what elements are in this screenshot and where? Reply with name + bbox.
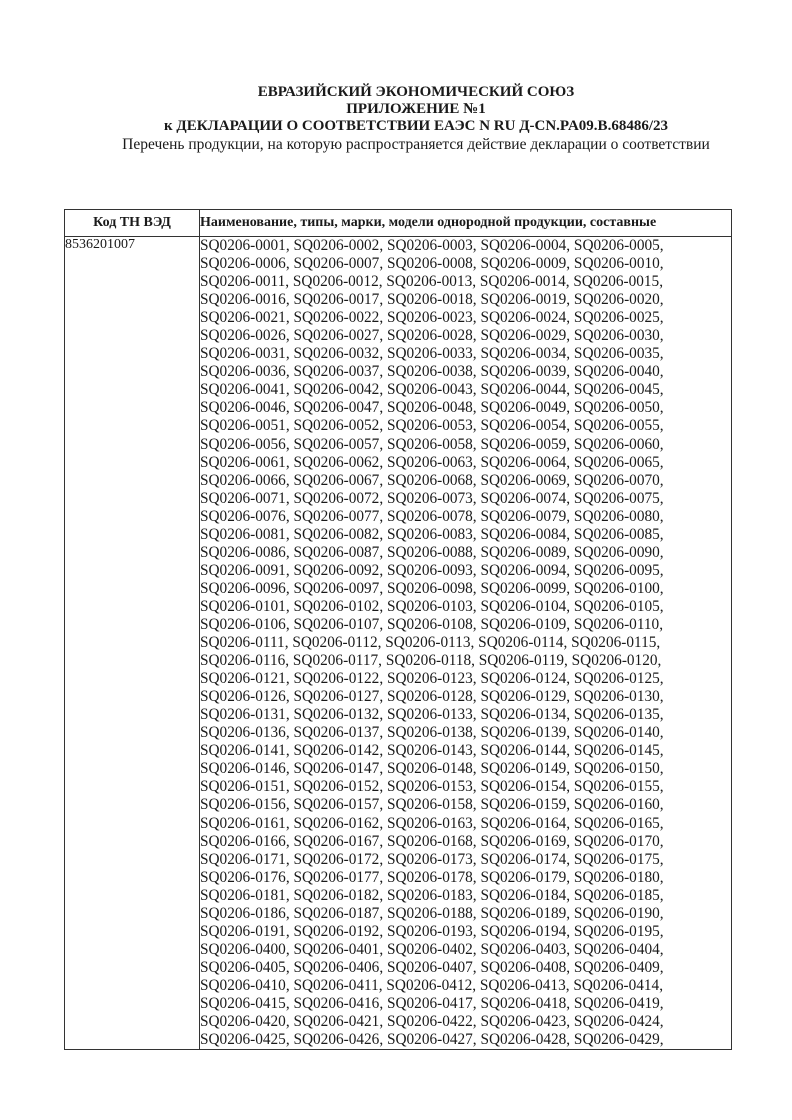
- model-list-line: SQ0206-0151, SQ0206-0152, SQ0206-0153, SQ0206-0154, SQ0206-0155,: [200, 778, 664, 796]
- model-list-line: SQ0206-0096, SQ0206-0097, SQ0206-0098, SQ0206-0099, SQ0206-0100,: [200, 579, 664, 597]
- models-cell: [200, 237, 732, 1050]
- model-list-line: SQ0206-0021, SQ0206-0022, SQ0206-0023, SQ0206-0024, SQ0206-0025,: [200, 309, 664, 327]
- model-list-line: SQ0206-0026, SQ0206-0027, SQ0206-0028, SQ0206-0029, SQ0206-0030,: [200, 327, 664, 345]
- model-list-line: SQ0206-0051, SQ0206-0052, SQ0206-0053, SQ0206-0054, SQ0206-0055,: [200, 417, 664, 435]
- product-table: [64, 209, 732, 1050]
- model-list-line: SQ0206-0066, SQ0206-0067, SQ0206-0068, SQ0206-0069, SQ0206-0070,: [200, 471, 664, 489]
- document-header: [0, 84, 792, 154]
- model-list-line: SQ0206-0176, SQ0206-0177, SQ0206-0178, SQ0206-0179, SQ0206-0180,: [200, 868, 664, 886]
- model-list-line: SQ0206-0166, SQ0206-0167, SQ0206-0168, SQ0206-0169, SQ0206-0170,: [200, 832, 664, 850]
- model-list-line: SQ0206-0046, SQ0206-0047, SQ0206-0048, SQ0206-0049, SQ0206-0050,: [200, 399, 664, 417]
- model-list-line: SQ0206-0001, SQ0206-0002, SQ0206-0003, SQ0206-0004, SQ0206-0005,: [200, 237, 664, 254]
- model-list-line: SQ0206-0041, SQ0206-0042, SQ0206-0043, SQ0206-0044, SQ0206-0045,: [200, 381, 664, 399]
- model-list-line: SQ0206-0415, SQ0206-0416, SQ0206-0417, SQ0206-0418, SQ0206-0419,: [200, 994, 664, 1012]
- col-header-code: Код ТН ВЭД: [65, 210, 200, 237]
- model-list-line: SQ0206-0101, SQ0206-0102, SQ0206-0103, SQ0206-0104, SQ0206-0105,: [200, 597, 664, 615]
- model-list-line: SQ0206-0111, SQ0206-0112, SQ0206-0113, SQ0206-0114, SQ0206-0115,: [200, 634, 661, 652]
- model-list-line: SQ0206-0420, SQ0206-0421, SQ0206-0422, SQ0206-0423, SQ0206-0424,: [200, 1013, 664, 1031]
- model-list-line: SQ0206-0181, SQ0206-0182, SQ0206-0183, SQ0206-0184, SQ0206-0185,: [200, 886, 664, 904]
- model-list-line: SQ0206-0191, SQ0206-0192, SQ0206-0193, SQ0206-0194, SQ0206-0195,: [200, 922, 664, 940]
- model-list-line: SQ0206-0106, SQ0206-0107, SQ0206-0108, SQ0206-0109, SQ0206-0110,: [200, 615, 664, 633]
- model-list-line: SQ0206-0061, SQ0206-0062, SQ0206-0063, SQ0206-0064, SQ0206-0065,: [200, 453, 664, 471]
- model-list-line: SQ0206-0071, SQ0206-0072, SQ0206-0073, SQ0206-0074, SQ0206-0075,: [200, 489, 664, 507]
- model-list-line: SQ0206-0116, SQ0206-0117, SQ0206-0118, SQ0206-0119, SQ0206-0120,: [200, 652, 662, 670]
- model-list-line: SQ0206-0121, SQ0206-0122, SQ0206-0123, SQ0206-0124, SQ0206-0125,: [200, 670, 664, 688]
- model-list-line: SQ0206-0016, SQ0206-0017, SQ0206-0018, SQ0206-0019, SQ0206-0020,: [200, 291, 664, 309]
- model-list-line: SQ0206-0031, SQ0206-0032, SQ0206-0033, SQ0206-0034, SQ0206-0035,: [200, 345, 664, 363]
- model-list-line: SQ0206-0011, SQ0206-0012, SQ0206-0013, SQ0206-0014, SQ0206-0015,: [200, 273, 664, 291]
- model-list-line: SQ0206-0006, SQ0206-0007, SQ0206-0008, SQ0206-0009, SQ0206-0010,: [200, 255, 664, 273]
- model-list-line: SQ0206-0126, SQ0206-0127, SQ0206-0128, SQ0206-0129, SQ0206-0130,: [200, 688, 664, 706]
- table-header-row: [65, 210, 732, 237]
- model-list-line: SQ0206-0081, SQ0206-0082, SQ0206-0083, SQ0206-0084, SQ0206-0085,: [200, 525, 664, 543]
- table-row: [65, 237, 732, 1050]
- declaration-title: к ДЕКЛАРАЦИИ О СООТВЕТСТВИИ ЕАЭС N RU Д-CN.PA09.B.68486/23: [164, 118, 668, 134]
- model-list-line: SQ0206-0091, SQ0206-0092, SQ0206-0093, SQ0206-0094, SQ0206-0095,: [200, 561, 664, 579]
- model-list-line: SQ0206-0156, SQ0206-0157, SQ0206-0158, SQ0206-0159, SQ0206-0160,: [200, 796, 664, 814]
- union-title: ЕВРАЗИЙСКИЙ ЭКОНОМИЧЕСКИЙ СОЮЗ: [257, 84, 575, 100]
- model-list-line: SQ0206-0136, SQ0206-0137, SQ0206-0138, SQ0206-0139, SQ0206-0140,: [200, 724, 664, 742]
- model-list-line: SQ0206-0076, SQ0206-0077, SQ0206-0078, SQ0206-0079, SQ0206-0080,: [200, 507, 664, 525]
- model-list-line: SQ0206-0086, SQ0206-0087, SQ0206-0088, SQ0206-0089, SQ0206-0090,: [200, 543, 664, 561]
- model-list-line: SQ0206-0425, SQ0206-0426, SQ0206-0427, SQ0206-0428, SQ0206-0429,: [200, 1031, 664, 1049]
- model-list-line: SQ0206-0141, SQ0206-0142, SQ0206-0143, SQ0206-0144, SQ0206-0145,: [200, 742, 664, 760]
- model-list-line: SQ0206-0410, SQ0206-0411, SQ0206-0412, SQ0206-0413, SQ0206-0414,: [200, 976, 664, 994]
- model-list-line: SQ0206-0056, SQ0206-0057, SQ0206-0058, SQ0206-0059, SQ0206-0060,: [200, 435, 664, 453]
- appendix-title: ПРИЛОЖЕНИЕ №1: [346, 101, 486, 117]
- model-list-line: SQ0206-0146, SQ0206-0147, SQ0206-0148, SQ0206-0149, SQ0206-0150,: [200, 760, 664, 778]
- model-list-line: SQ0206-0161, SQ0206-0162, SQ0206-0163, SQ0206-0164, SQ0206-0165,: [200, 814, 664, 832]
- model-list-line: SQ0206-0400, SQ0206-0401, SQ0206-0402, SQ0206-0403, SQ0206-0404,: [200, 940, 664, 958]
- model-list-line: SQ0206-0405, SQ0206-0406, SQ0206-0407, SQ0206-0408, SQ0206-0409,: [200, 958, 664, 976]
- model-list-line: SQ0206-0186, SQ0206-0187, SQ0206-0188, SQ0206-0189, SQ0206-0190,: [200, 904, 664, 922]
- model-list-line: SQ0206-0171, SQ0206-0172, SQ0206-0173, SQ0206-0174, SQ0206-0175,: [200, 850, 664, 868]
- model-list-line: SQ0206-0036, SQ0206-0037, SQ0206-0038, SQ0206-0039, SQ0206-0040,: [200, 363, 664, 381]
- model-list-line: SQ0206-0131, SQ0206-0132, SQ0206-0133, SQ0206-0134, SQ0206-0135,: [200, 706, 664, 724]
- tnved-code-cell: 8536201007: [65, 237, 200, 1050]
- product-list-subtitle: Перечень продукции, на которую распространяется действие декларации о соответствии: [122, 136, 710, 153]
- col-header-name: Наименование, типы, марки, модели однородной продукции, составные: [200, 210, 732, 237]
